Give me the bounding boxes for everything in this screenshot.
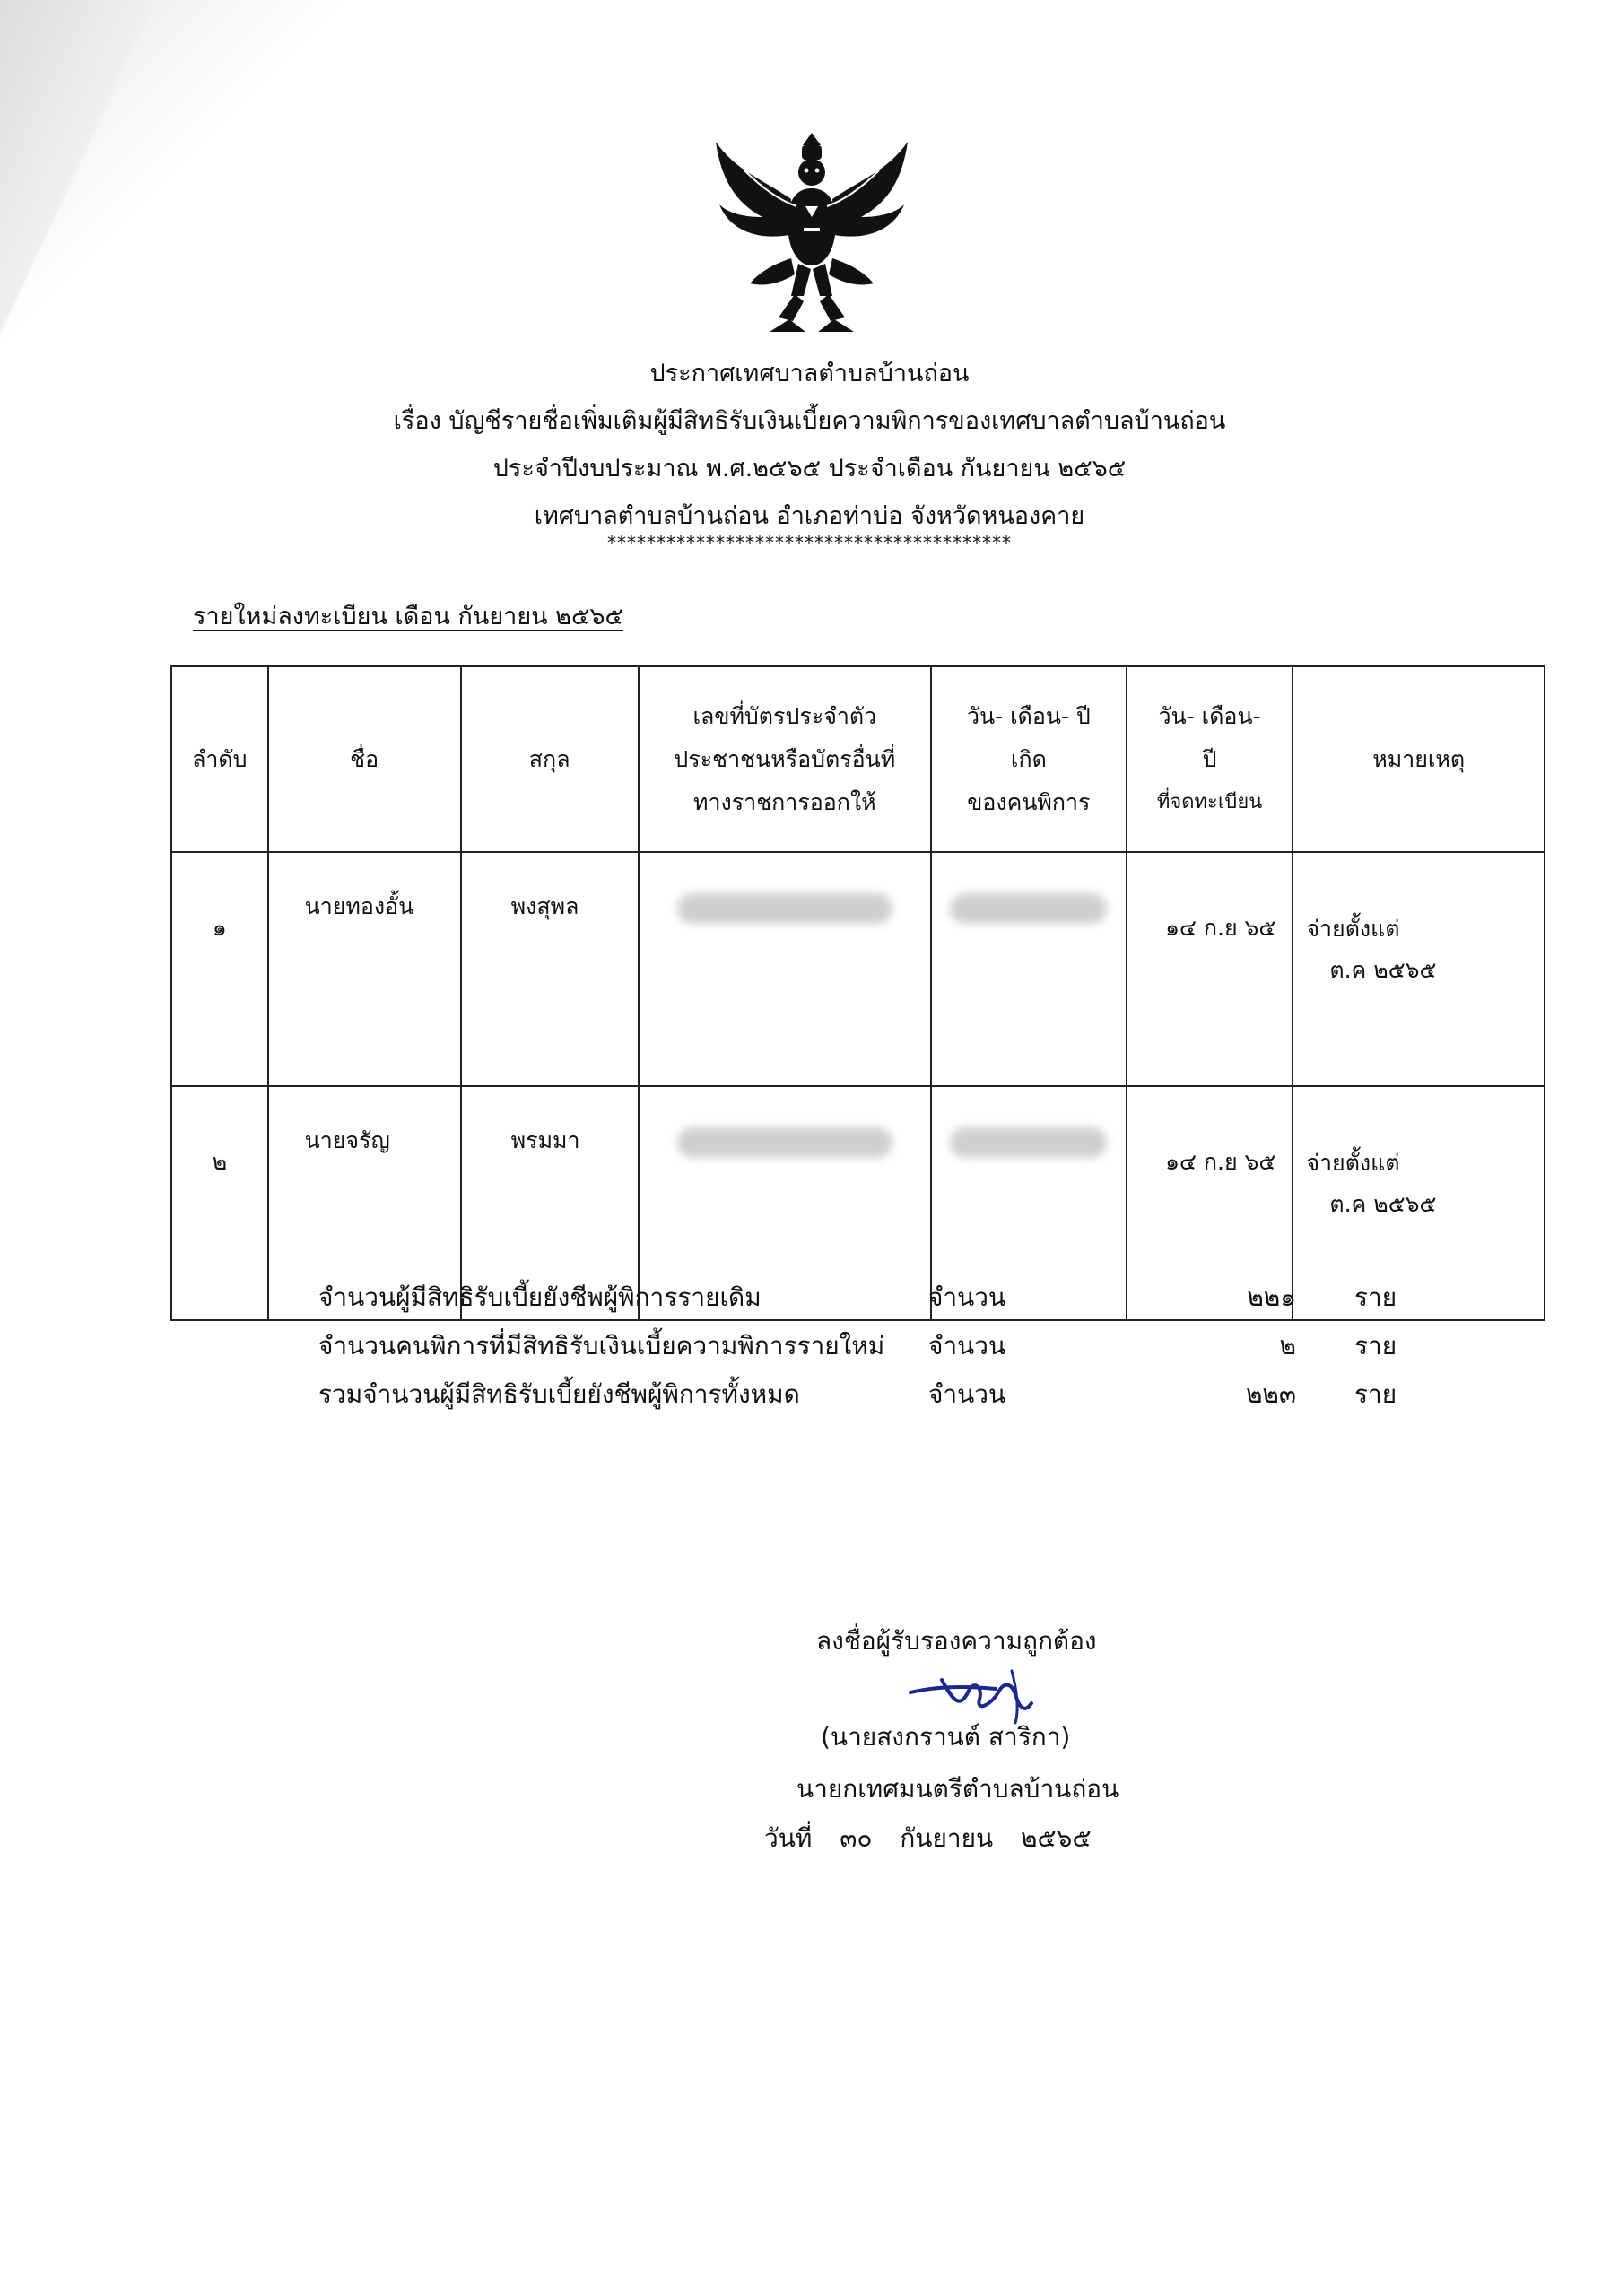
summary-row-existing <box>318 1278 1431 1326</box>
row-id-redacted <box>639 852 931 1086</box>
announcement-subject: เรื่อง บัญชีรายชื่อเพิ่มเติมผู้มีสิทธิรับเงินเบี้ยความพิการของเทศบาลตำบลบ้านถ่อน <box>393 407 1226 435</box>
signature-date: วันที่ ๓๐ กันยายน ๒๕๖๕ <box>764 1823 1092 1853</box>
header-reg-line3: ที่จดทะเบียน <box>1156 790 1263 813</box>
row-remark-line1: จ่ายตั้งแต่ <box>1306 1150 1400 1176</box>
signer-name: (นายสงกรานต์ สาริกา) <box>821 1722 1071 1752</box>
header-name: ชื่อ <box>268 666 461 852</box>
header-id-line1: เลขที่บัตรประจำตัว <box>692 702 877 729</box>
header-dob-line3: ของคนพิการ <box>967 788 1091 815</box>
summary-label: จำนวนผู้มีสิทธิรับเบี้ยยังชีพผู้พิการรายเดิม <box>318 1283 762 1312</box>
redaction-blur <box>950 1127 1107 1158</box>
redaction-blur <box>677 1127 892 1158</box>
header-id-card <box>639 666 931 852</box>
signature-title: ลงชื่อผู้รับรองความถูกต้อง <box>816 1626 1097 1656</box>
summary-unit: ราย <box>1354 1283 1397 1312</box>
header-birth-date <box>931 666 1127 852</box>
redaction-blur <box>950 893 1107 924</box>
row-order: ๒ <box>171 1086 268 1320</box>
row-remark-line2: ต.ค ๒๕๖๕ <box>1329 1191 1437 1217</box>
summary-unit: ราย <box>1354 1331 1397 1361</box>
registration-table <box>170 665 1545 1321</box>
row-order: ๑ <box>171 852 268 1086</box>
header-id-line2: ประชาชนหรือบัตรอื่นที่ <box>674 745 896 772</box>
announcement-period: ประจำปีงบประมาณ พ.ศ.๒๕๖๕ ประจำเดือน กันยายน ๒๕๖๕ <box>492 455 1127 483</box>
row-remark-line1: จ่ายตั้งแต่ <box>1306 916 1400 942</box>
signer-position: นายกเทศมนตรีตำบลบ้านถ่อน <box>796 1774 1119 1804</box>
summary-block <box>318 1278 1431 1423</box>
header-dob-line1: วัน- เดือน- ปี <box>966 702 1091 729</box>
redaction-blur <box>677 893 892 924</box>
row-remark-line2: ต.ค ๒๕๖๕ <box>1329 957 1437 983</box>
summary-unit: ราย <box>1354 1379 1397 1409</box>
header-reg-line2: ปี <box>1202 745 1217 772</box>
announcement-office: เทศบาลตำบลบ้านถ่อน อำเภอท่าบ่อ จังหวัดหนองคาย <box>534 502 1085 530</box>
row-registration-date: ๑๔ ก.ย ๖๕ <box>1127 1086 1293 1320</box>
summary-row-new <box>318 1326 1431 1375</box>
table-header-row <box>171 666 1545 852</box>
row-registration-date: ๑๔ ก.ย ๖๕ <box>1127 852 1293 1086</box>
header-remark: หมายเหตุ <box>1293 666 1545 852</box>
header-registration-date <box>1127 666 1293 852</box>
summary-keyword: จำนวน <box>928 1379 1006 1409</box>
summary-keyword: จำนวน <box>928 1283 1006 1312</box>
header-id-line3: ทางราชการออกให้ <box>693 788 876 815</box>
summary-value: ๒๒๑ <box>1247 1283 1296 1312</box>
row-remark <box>1293 852 1545 1086</box>
summary-value: ๒๒๓ <box>1245 1379 1296 1409</box>
row-surname: พงสุพล <box>461 852 639 1086</box>
summary-keyword: จำนวน <box>928 1331 1006 1361</box>
row-name: นายจรัญ <box>268 1086 461 1320</box>
summary-value: ๒ <box>1279 1331 1296 1361</box>
summary-label: จำนวนคนพิการที่มีสิทธิรับเงินเบี้ยความพิการรายใหม่ <box>318 1331 885 1361</box>
garuda-emblem-icon <box>709 117 915 341</box>
header-reg-line1: วัน- เดือน- <box>1158 702 1261 729</box>
announcement-title: ประกาศเทศบาลตำบลบ้านถ่อน <box>649 360 970 387</box>
summary-label: รวมจำนวนผู้มีสิทธิรับเบี้ยยังชีพผู้พิการทั้งหมด <box>318 1379 800 1409</box>
table-row <box>171 852 1545 1086</box>
header-order: ลำดับ <box>171 666 268 852</box>
header-dob-line2: เกิด <box>1010 745 1047 772</box>
summary-row-total <box>318 1375 1431 1423</box>
header-surname: สกุล <box>461 666 639 852</box>
row-birth-redacted <box>931 852 1127 1086</box>
separator-stars: ***************************************** <box>607 532 1012 553</box>
row-name: นายทองอั้น <box>268 852 461 1086</box>
row-surname: พรมมา <box>461 1086 639 1320</box>
section-title: รายใหม่ลงทะเบียน เดือน กันยายน ๒๕๖๕ <box>193 603 623 631</box>
